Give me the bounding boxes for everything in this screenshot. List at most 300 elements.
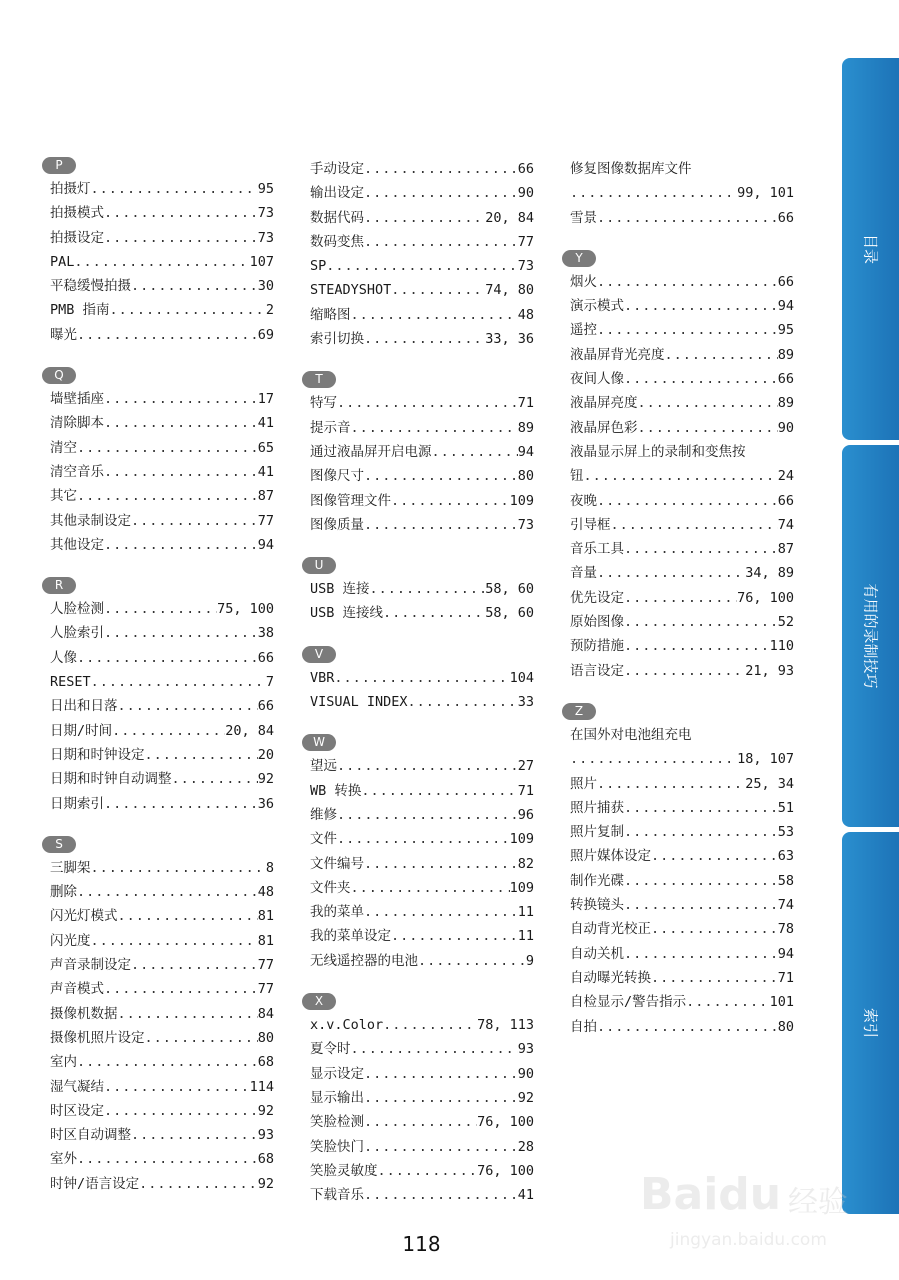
index-page-ref: 74, 80 bbox=[485, 282, 534, 299]
index-entry[interactable] bbox=[570, 561, 794, 585]
dot-leader bbox=[337, 827, 510, 851]
dot-leader bbox=[351, 876, 510, 900]
index-page-ref: 81 bbox=[257, 908, 274, 925]
index-page-ref: 33, 36 bbox=[485, 331, 534, 348]
index-entry[interactable] bbox=[50, 1099, 274, 1123]
index-entry[interactable] bbox=[310, 513, 534, 537]
dot-leader bbox=[364, 1183, 518, 1207]
dot-leader bbox=[624, 942, 778, 966]
index-entry[interactable] bbox=[310, 181, 534, 205]
dot-leader bbox=[131, 274, 258, 298]
index-entry[interactable] bbox=[570, 1015, 794, 1039]
index-page-ref: 96 bbox=[517, 806, 534, 823]
dot-leader bbox=[351, 416, 518, 440]
index-page-ref: 74 bbox=[777, 897, 794, 914]
index-entry[interactable] bbox=[50, 509, 274, 533]
index-term: 闪光灯模式 bbox=[50, 908, 118, 925]
index-term: 手动设定 bbox=[310, 161, 364, 177]
index-entry[interactable] bbox=[310, 803, 534, 827]
index-page-ref: 92 bbox=[257, 771, 274, 788]
index-page-ref: 20, 84 bbox=[225, 722, 274, 739]
index-entry[interactable] bbox=[570, 942, 794, 966]
dot-leader bbox=[651, 966, 778, 990]
index-entry[interactable] bbox=[50, 411, 274, 435]
index-page-ref: 77 bbox=[257, 957, 274, 974]
dot-leader bbox=[74, 250, 249, 274]
index-entry[interactable] bbox=[310, 1183, 534, 1207]
index-entry[interactable] bbox=[50, 226, 274, 250]
section-letter-badge: X bbox=[302, 993, 336, 1010]
index-column-1 bbox=[50, 157, 274, 1216]
dot-leader bbox=[77, 1147, 258, 1171]
index-term: 在国外对电池组充电 bbox=[570, 726, 692, 743]
index-page-ref: 93 bbox=[517, 1041, 534, 1058]
index-term: 我的菜单 bbox=[310, 904, 364, 921]
index-page-ref: 52 bbox=[777, 614, 794, 631]
index-page-ref: 41 bbox=[257, 415, 274, 432]
dot-leader bbox=[337, 391, 518, 415]
index-term: 图像质量 bbox=[310, 516, 364, 533]
index-term: PAL bbox=[50, 253, 75, 270]
index-entry[interactable] bbox=[50, 767, 274, 791]
dot-leader bbox=[361, 779, 517, 803]
dot-leader bbox=[364, 513, 518, 537]
index-page-ref: 92 bbox=[517, 1089, 534, 1106]
index-entry[interactable] bbox=[310, 690, 534, 714]
dot-leader bbox=[364, 206, 485, 230]
dot-leader bbox=[597, 561, 745, 585]
dot-leader bbox=[364, 900, 518, 924]
index-entry[interactable] bbox=[50, 880, 274, 904]
index-entry[interactable] bbox=[50, 201, 274, 225]
index-page-ref: 81 bbox=[257, 932, 274, 949]
index-entry[interactable] bbox=[310, 230, 534, 254]
index-entry[interactable] bbox=[310, 949, 534, 973]
index-entry[interactable] bbox=[570, 869, 794, 893]
index-entry[interactable] bbox=[50, 856, 274, 880]
index-term: 照片捕获 bbox=[570, 799, 624, 816]
dot-leader bbox=[364, 327, 485, 351]
index-entry[interactable] bbox=[310, 1135, 534, 1159]
index-entry[interactable] bbox=[310, 464, 534, 488]
index-entry[interactable] bbox=[310, 391, 534, 415]
index-page-ref: 58 bbox=[777, 872, 794, 889]
dot-leader bbox=[91, 670, 266, 694]
index-entry[interactable] bbox=[310, 1013, 534, 1037]
index-page-ref: 94 bbox=[517, 443, 534, 460]
dot-leader bbox=[104, 533, 258, 557]
index-page-ref: 109 bbox=[509, 492, 534, 509]
index-page-ref: 92 bbox=[257, 1102, 274, 1119]
dot-leader bbox=[131, 1123, 258, 1147]
section-s bbox=[50, 836, 274, 1196]
index-entry[interactable] bbox=[50, 460, 274, 484]
index-entry[interactable] bbox=[310, 254, 534, 278]
index-entry[interactable] bbox=[310, 900, 534, 924]
index-page-ref: 66 bbox=[257, 698, 274, 715]
index-page-ref: 90 bbox=[517, 185, 534, 202]
dot-leader bbox=[104, 792, 258, 816]
index-entry[interactable] bbox=[310, 876, 534, 900]
index-entry[interactable] bbox=[50, 646, 274, 670]
index-page-ref: 27 bbox=[517, 758, 534, 775]
dot-leader bbox=[351, 303, 518, 327]
index-term: 演示模式 bbox=[570, 298, 624, 315]
section-z bbox=[570, 703, 794, 1039]
dot-leader bbox=[418, 949, 526, 973]
index-entry[interactable] bbox=[570, 610, 794, 634]
dot-leader bbox=[597, 1015, 778, 1039]
index-entry[interactable] bbox=[50, 1002, 274, 1026]
index-term: 日期索引 bbox=[50, 795, 104, 812]
dot-leader bbox=[131, 953, 258, 977]
index-page-ref: 95 bbox=[257, 181, 274, 197]
index-entry[interactable] bbox=[310, 206, 534, 230]
index-entry[interactable] bbox=[310, 1110, 534, 1134]
index-term: 优先设定 bbox=[570, 589, 624, 606]
index-term: 修复图像数据库文件 bbox=[570, 161, 692, 177]
dot-leader bbox=[364, 157, 518, 181]
index-page-ref: 7 bbox=[265, 674, 274, 691]
index-entry[interactable] bbox=[50, 298, 274, 322]
index-page-ref: 53 bbox=[777, 824, 794, 841]
index-entry[interactable] bbox=[50, 719, 274, 743]
index-term: 照片媒体设定 bbox=[570, 848, 651, 865]
index-term: 制作光碟 bbox=[570, 872, 624, 889]
index-page-ref: 58, 60 bbox=[485, 581, 534, 598]
index-term: 拍摄模式 bbox=[50, 205, 104, 222]
index-page-ref: 71 bbox=[777, 969, 794, 986]
watermark-url: jingyan.baidu.com bbox=[670, 1230, 827, 1250]
section-v bbox=[310, 646, 534, 715]
index-term: 显示设定 bbox=[310, 1065, 364, 1082]
index-entry[interactable] bbox=[310, 1086, 534, 1110]
index-entry[interactable] bbox=[570, 634, 794, 658]
index-page-ref: 48 bbox=[257, 884, 274, 901]
index-page-ref: 114 bbox=[249, 1078, 274, 1095]
index-term: 转换镜头 bbox=[570, 897, 624, 914]
index-term: 三脚架 bbox=[50, 859, 91, 876]
dot-leader bbox=[597, 270, 778, 294]
index-entry[interactable] bbox=[50, 274, 274, 298]
index-term: 液晶屏色彩 bbox=[570, 419, 638, 436]
index-term: 夏令时 bbox=[310, 1041, 351, 1058]
index-page-ref: 89 bbox=[517, 419, 534, 436]
dot-leader bbox=[77, 1050, 258, 1074]
index-entry[interactable] bbox=[50, 436, 274, 460]
dot-leader bbox=[91, 856, 266, 880]
dot-leader bbox=[364, 852, 518, 876]
index-term: 照片 bbox=[570, 775, 597, 792]
index-entry[interactable] bbox=[570, 367, 794, 391]
index-page-ref: 109 bbox=[509, 831, 534, 848]
index-page-ref: 33 bbox=[517, 694, 534, 711]
index-entry[interactable] bbox=[570, 723, 794, 772]
section-letter-badge: V bbox=[302, 646, 336, 663]
dot-leader bbox=[408, 690, 518, 714]
index-term: 室内 bbox=[50, 1054, 77, 1071]
index-entry[interactable] bbox=[310, 924, 534, 948]
dot-leader bbox=[665, 343, 778, 367]
index-entry[interactable] bbox=[570, 416, 794, 440]
index-entry[interactable] bbox=[570, 206, 794, 230]
index-term: VISUAL INDEX bbox=[310, 694, 408, 711]
index-page-ref: 99, 101 bbox=[737, 185, 794, 202]
dot-leader bbox=[104, 1075, 250, 1099]
section-t bbox=[310, 371, 534, 537]
index-entry[interactable] bbox=[310, 327, 534, 351]
index-term: SP bbox=[310, 258, 327, 275]
index-entry[interactable] bbox=[50, 929, 274, 953]
section-x-continued bbox=[570, 157, 794, 230]
index-entry[interactable] bbox=[570, 844, 794, 868]
index-entry[interactable] bbox=[50, 1075, 274, 1099]
index-term: 特写 bbox=[310, 395, 337, 412]
index-page-ref: 28 bbox=[517, 1138, 534, 1155]
dot-leader bbox=[145, 1026, 258, 1050]
index-term: 其他设定 bbox=[50, 536, 104, 553]
dot-leader bbox=[104, 621, 258, 645]
index-entry[interactable] bbox=[50, 694, 274, 718]
index-term: 维修 bbox=[310, 806, 337, 823]
index-entry[interactable] bbox=[310, 489, 534, 513]
index-entry[interactable] bbox=[310, 157, 534, 181]
index-page-ref: 71 bbox=[517, 782, 534, 799]
dot-leader bbox=[391, 489, 510, 513]
index-term: 图像管理文件 bbox=[310, 492, 391, 509]
index-entry[interactable] bbox=[570, 318, 794, 342]
section-p bbox=[50, 157, 274, 347]
tab-useful-recording-tips[interactable] bbox=[842, 445, 899, 827]
index-term: 平稳缓慢拍摄 bbox=[50, 278, 131, 295]
dot-leader bbox=[104, 1099, 258, 1123]
index-page-ref: 24 bbox=[777, 468, 794, 485]
dot-leader bbox=[104, 597, 217, 621]
index-term: 显示输出 bbox=[310, 1089, 364, 1106]
dot-leader bbox=[118, 1002, 258, 1026]
index-entry[interactable] bbox=[570, 343, 794, 367]
index-page-ref: 11 bbox=[517, 928, 534, 945]
index-page-ref: 80 bbox=[257, 1029, 274, 1046]
index-term: 墙壁插座 bbox=[50, 391, 104, 408]
index-page-ref: 94 bbox=[777, 298, 794, 315]
index-term: 声音模式 bbox=[50, 981, 104, 998]
dot-leader bbox=[326, 254, 517, 278]
index-page-ref: 66 bbox=[777, 273, 794, 290]
index-entry[interactable] bbox=[310, 1037, 534, 1061]
index-entry[interactable] bbox=[50, 953, 274, 977]
index-entry[interactable] bbox=[50, 533, 274, 557]
section-letter-badge: T bbox=[302, 371, 336, 388]
tab-index-label: 索引 bbox=[861, 1007, 879, 1039]
index-page-ref: 20, 84 bbox=[485, 209, 534, 226]
index-term: 室外 bbox=[50, 1151, 77, 1168]
tab-useful-recording-tips-label: 有用的录制技巧 bbox=[861, 583, 879, 689]
index-entry[interactable] bbox=[310, 278, 534, 302]
index-entry[interactable] bbox=[310, 827, 534, 851]
index-entry[interactable] bbox=[570, 820, 794, 844]
dot-leader bbox=[624, 294, 778, 318]
index-entry[interactable] bbox=[570, 990, 794, 1014]
index-entry[interactable] bbox=[50, 904, 274, 928]
dot-leader bbox=[624, 586, 737, 610]
index-entry[interactable] bbox=[310, 1062, 534, 1086]
index-entry[interactable] bbox=[310, 779, 534, 803]
index-page-ref: 77 bbox=[517, 233, 534, 250]
index-entry[interactable] bbox=[570, 537, 794, 561]
index-entry[interactable] bbox=[50, 977, 274, 1001]
index-entry[interactable] bbox=[50, 250, 274, 274]
index-entry[interactable] bbox=[570, 391, 794, 415]
index-page-ref: 73 bbox=[517, 258, 534, 275]
index-entry[interactable] bbox=[310, 754, 534, 778]
index-page-ref: 82 bbox=[517, 855, 534, 872]
index-page-ref: 66 bbox=[777, 209, 794, 226]
index-entry[interactable] bbox=[570, 917, 794, 941]
index-entry[interactable] bbox=[310, 1159, 534, 1183]
index-term: 照片复制 bbox=[570, 824, 624, 841]
index-page-ref: 66 bbox=[517, 161, 534, 177]
index-term: 液晶屏背光亮度 bbox=[570, 346, 665, 363]
index-page-ref: 109 bbox=[509, 879, 534, 896]
index-entry[interactable] bbox=[50, 670, 274, 694]
index-entry[interactable] bbox=[50, 484, 274, 508]
index-entry[interactable] bbox=[50, 1172, 274, 1196]
index-page-ref: 73 bbox=[257, 205, 274, 222]
index-entry[interactable] bbox=[570, 893, 794, 917]
index-entry[interactable] bbox=[570, 157, 794, 206]
index-entry[interactable] bbox=[50, 177, 274, 201]
index-term-continued: 钮 bbox=[570, 468, 584, 485]
dot-leader bbox=[91, 929, 258, 953]
index-term: USB 连接 bbox=[310, 581, 370, 598]
index-term: 引导框 bbox=[570, 516, 611, 533]
index-term: 人脸检测 bbox=[50, 601, 104, 618]
index-entry[interactable] bbox=[310, 303, 534, 327]
dot-leader bbox=[624, 796, 778, 820]
index-page-ref: 73 bbox=[517, 516, 534, 533]
tab-contents-label: 目录 bbox=[861, 233, 879, 265]
index-term: 清除脚本 bbox=[50, 415, 104, 432]
dot-leader bbox=[77, 436, 258, 460]
dot-leader bbox=[597, 489, 778, 513]
index-entry[interactable] bbox=[50, 1123, 274, 1147]
index-entry[interactable] bbox=[310, 601, 534, 625]
index-page-ref: 18, 107 bbox=[737, 751, 794, 768]
index-page-ref: 110 bbox=[769, 638, 794, 655]
index-term: x.v.Color bbox=[310, 1017, 384, 1034]
index-entry[interactable] bbox=[570, 772, 794, 796]
index-term: 闪光度 bbox=[50, 932, 91, 949]
index-page-ref: 48 bbox=[517, 306, 534, 323]
index-entry[interactable] bbox=[570, 513, 794, 537]
index-page-ref: 78, 113 bbox=[477, 1017, 534, 1034]
index-entry[interactable] bbox=[50, 621, 274, 645]
index-term: 时区自动调整 bbox=[50, 1127, 131, 1144]
index-term: 自检显示/警告指示 bbox=[570, 994, 687, 1011]
index-page-ref: 78 bbox=[777, 921, 794, 938]
index-entry[interactable] bbox=[570, 270, 794, 294]
section-q bbox=[50, 367, 274, 557]
dot-leader bbox=[597, 206, 778, 230]
index-entry[interactable] bbox=[570, 489, 794, 513]
index-term: 雪景 bbox=[570, 209, 597, 226]
tab-contents[interactable] bbox=[842, 58, 899, 440]
dot-leader bbox=[624, 893, 778, 917]
index-entry[interactable] bbox=[310, 416, 534, 440]
index-term: 索引切换 bbox=[310, 331, 364, 348]
index-page-ref: 8 bbox=[265, 859, 274, 876]
index-term: 笑脸灵敏度 bbox=[310, 1162, 378, 1179]
dot-leader bbox=[624, 367, 778, 391]
section-r bbox=[50, 577, 274, 816]
index-entry[interactable] bbox=[570, 294, 794, 318]
index-page-ref: 94 bbox=[777, 945, 794, 962]
index-entry[interactable] bbox=[50, 1147, 274, 1171]
dot-leader bbox=[112, 719, 225, 743]
index-page-ref: 68 bbox=[257, 1151, 274, 1168]
index-entry[interactable] bbox=[50, 387, 274, 411]
index-entry[interactable] bbox=[50, 1026, 274, 1050]
index-page-ref: 69 bbox=[257, 326, 274, 343]
index-term: 人像 bbox=[50, 649, 77, 666]
index-page-ref: 65 bbox=[257, 439, 274, 456]
dot-leader bbox=[383, 601, 485, 625]
dot-leader bbox=[139, 1172, 258, 1196]
index-entry[interactable] bbox=[310, 577, 534, 601]
index-page-ref: 2 bbox=[265, 302, 274, 319]
index-term: 数据代码 bbox=[310, 209, 364, 226]
index-entry[interactable] bbox=[50, 597, 274, 621]
index-entry[interactable] bbox=[50, 792, 274, 816]
index-term: 原始图像 bbox=[570, 614, 624, 631]
index-entry[interactable] bbox=[50, 743, 274, 767]
index-entry[interactable] bbox=[310, 666, 534, 690]
section-letter-badge: Z bbox=[562, 703, 596, 720]
index-page-ref: 93 bbox=[257, 1127, 274, 1144]
index-page-ref: 21, 93 bbox=[745, 662, 794, 679]
index-page-ref: 71 bbox=[517, 395, 534, 412]
index-entry[interactable] bbox=[570, 440, 794, 489]
index-term: 望远 bbox=[310, 758, 337, 775]
index-entry[interactable] bbox=[310, 852, 534, 876]
page-number: 118 bbox=[402, 1232, 441, 1256]
section-letter-badge: P bbox=[42, 157, 76, 174]
index-term: 无线遥控器的电池 bbox=[310, 952, 418, 969]
index-entry[interactable] bbox=[570, 796, 794, 820]
index-term: 音乐工具 bbox=[570, 541, 624, 558]
index-entry[interactable] bbox=[50, 323, 274, 347]
index-entry[interactable] bbox=[570, 586, 794, 610]
dot-leader bbox=[378, 1159, 478, 1183]
index-entry[interactable] bbox=[570, 966, 794, 990]
index-term: 删除 bbox=[50, 884, 77, 901]
dot-leader bbox=[651, 844, 778, 868]
index-term: 湿气凝结 bbox=[50, 1078, 104, 1095]
index-entry[interactable] bbox=[310, 440, 534, 464]
index-term: 日期和时钟设定 bbox=[50, 746, 145, 763]
index-term: 预防措施 bbox=[570, 638, 624, 655]
index-page-ref: 66 bbox=[777, 492, 794, 509]
dot-leader bbox=[624, 659, 745, 683]
index-entry[interactable] bbox=[570, 659, 794, 683]
index-page-ref: 41 bbox=[517, 1187, 534, 1204]
index-entry[interactable] bbox=[50, 1050, 274, 1074]
index-term: 文件 bbox=[310, 831, 337, 848]
index-term: 曝光 bbox=[50, 326, 77, 343]
section-letter-badge: Y bbox=[562, 250, 596, 267]
index-page-ref: 9 bbox=[525, 952, 534, 969]
